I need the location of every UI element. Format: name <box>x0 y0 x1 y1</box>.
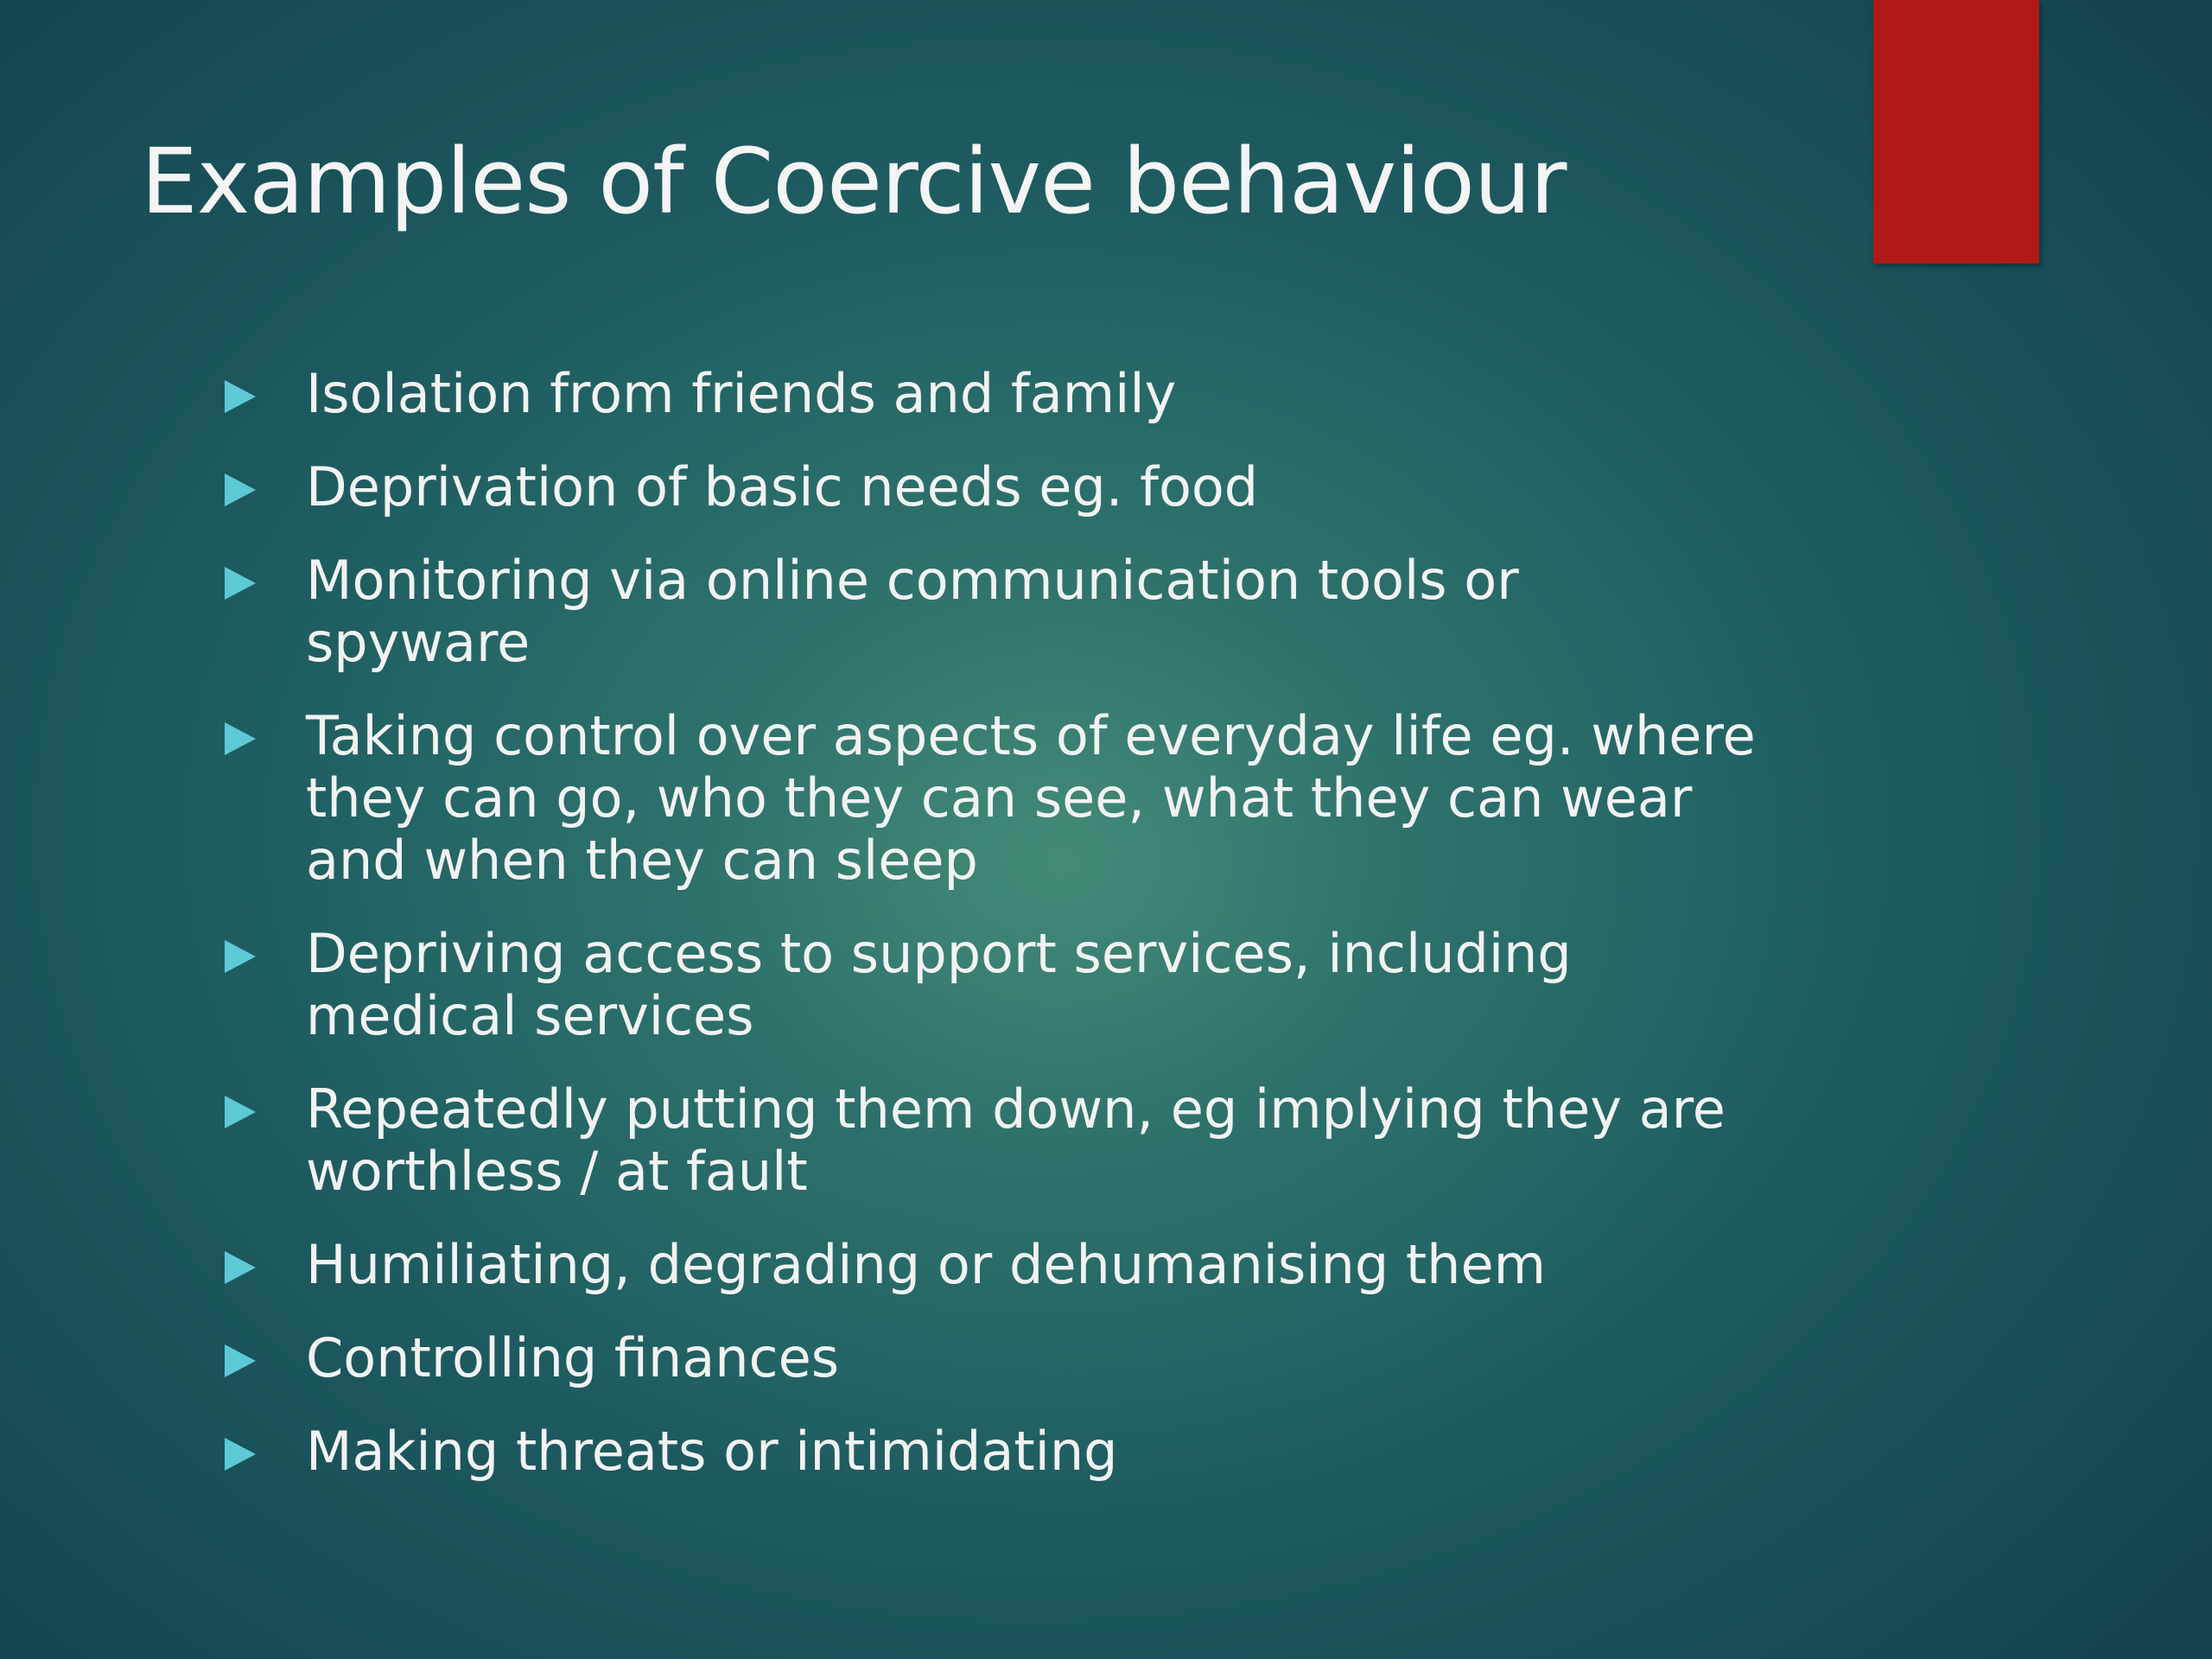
bullet-item <box>219 363 1758 425</box>
bullet-text: Controlling finances <box>306 1326 840 1389</box>
bullet-item <box>219 1078 1758 1203</box>
bullet-text: Isolation from friends and family <box>306 362 1177 425</box>
bullet-item <box>219 1234 1758 1296</box>
bullet-item <box>219 456 1758 518</box>
bullet-text: Taking control over aspects of everyday life eg. where they can go, who they can see, what they can wear and when they can sleep <box>306 704 1756 892</box>
triangle-right-icon <box>225 567 256 600</box>
bullet-text: Deprivation of basic needs eg. food <box>306 455 1259 518</box>
bullet-item <box>219 923 1758 1047</box>
slide-title: Examples of Coercive behaviour <box>141 129 1567 234</box>
triangle-right-icon <box>225 380 256 413</box>
bullet-text: Humiliating, degrading or dehumanising them <box>306 1233 1547 1296</box>
bullet-list <box>219 363 1758 1514</box>
bullet-item <box>219 1421 1758 1483</box>
bullet-item <box>219 705 1758 892</box>
triangle-right-icon <box>225 474 256 506</box>
triangle-right-icon <box>225 1251 256 1284</box>
triangle-right-icon <box>225 722 256 755</box>
bullet-item <box>219 550 1758 674</box>
triangle-right-icon <box>225 1438 256 1471</box>
bullet-text: Making threats or intimidating <box>306 1420 1118 1483</box>
bullet-text: Repeatedly putting them down, eg implying they are worthless / at fault <box>306 1077 1726 1203</box>
bullet-text: Depriving access to support services, including medical services <box>306 922 1572 1047</box>
triangle-right-icon <box>225 1344 256 1377</box>
accent-bar <box>1873 0 2039 264</box>
triangle-right-icon <box>225 940 256 973</box>
bullet-text: Monitoring via online communication tools or spyware <box>306 549 1519 674</box>
bullet-item <box>219 1327 1758 1389</box>
triangle-right-icon <box>225 1096 256 1128</box>
